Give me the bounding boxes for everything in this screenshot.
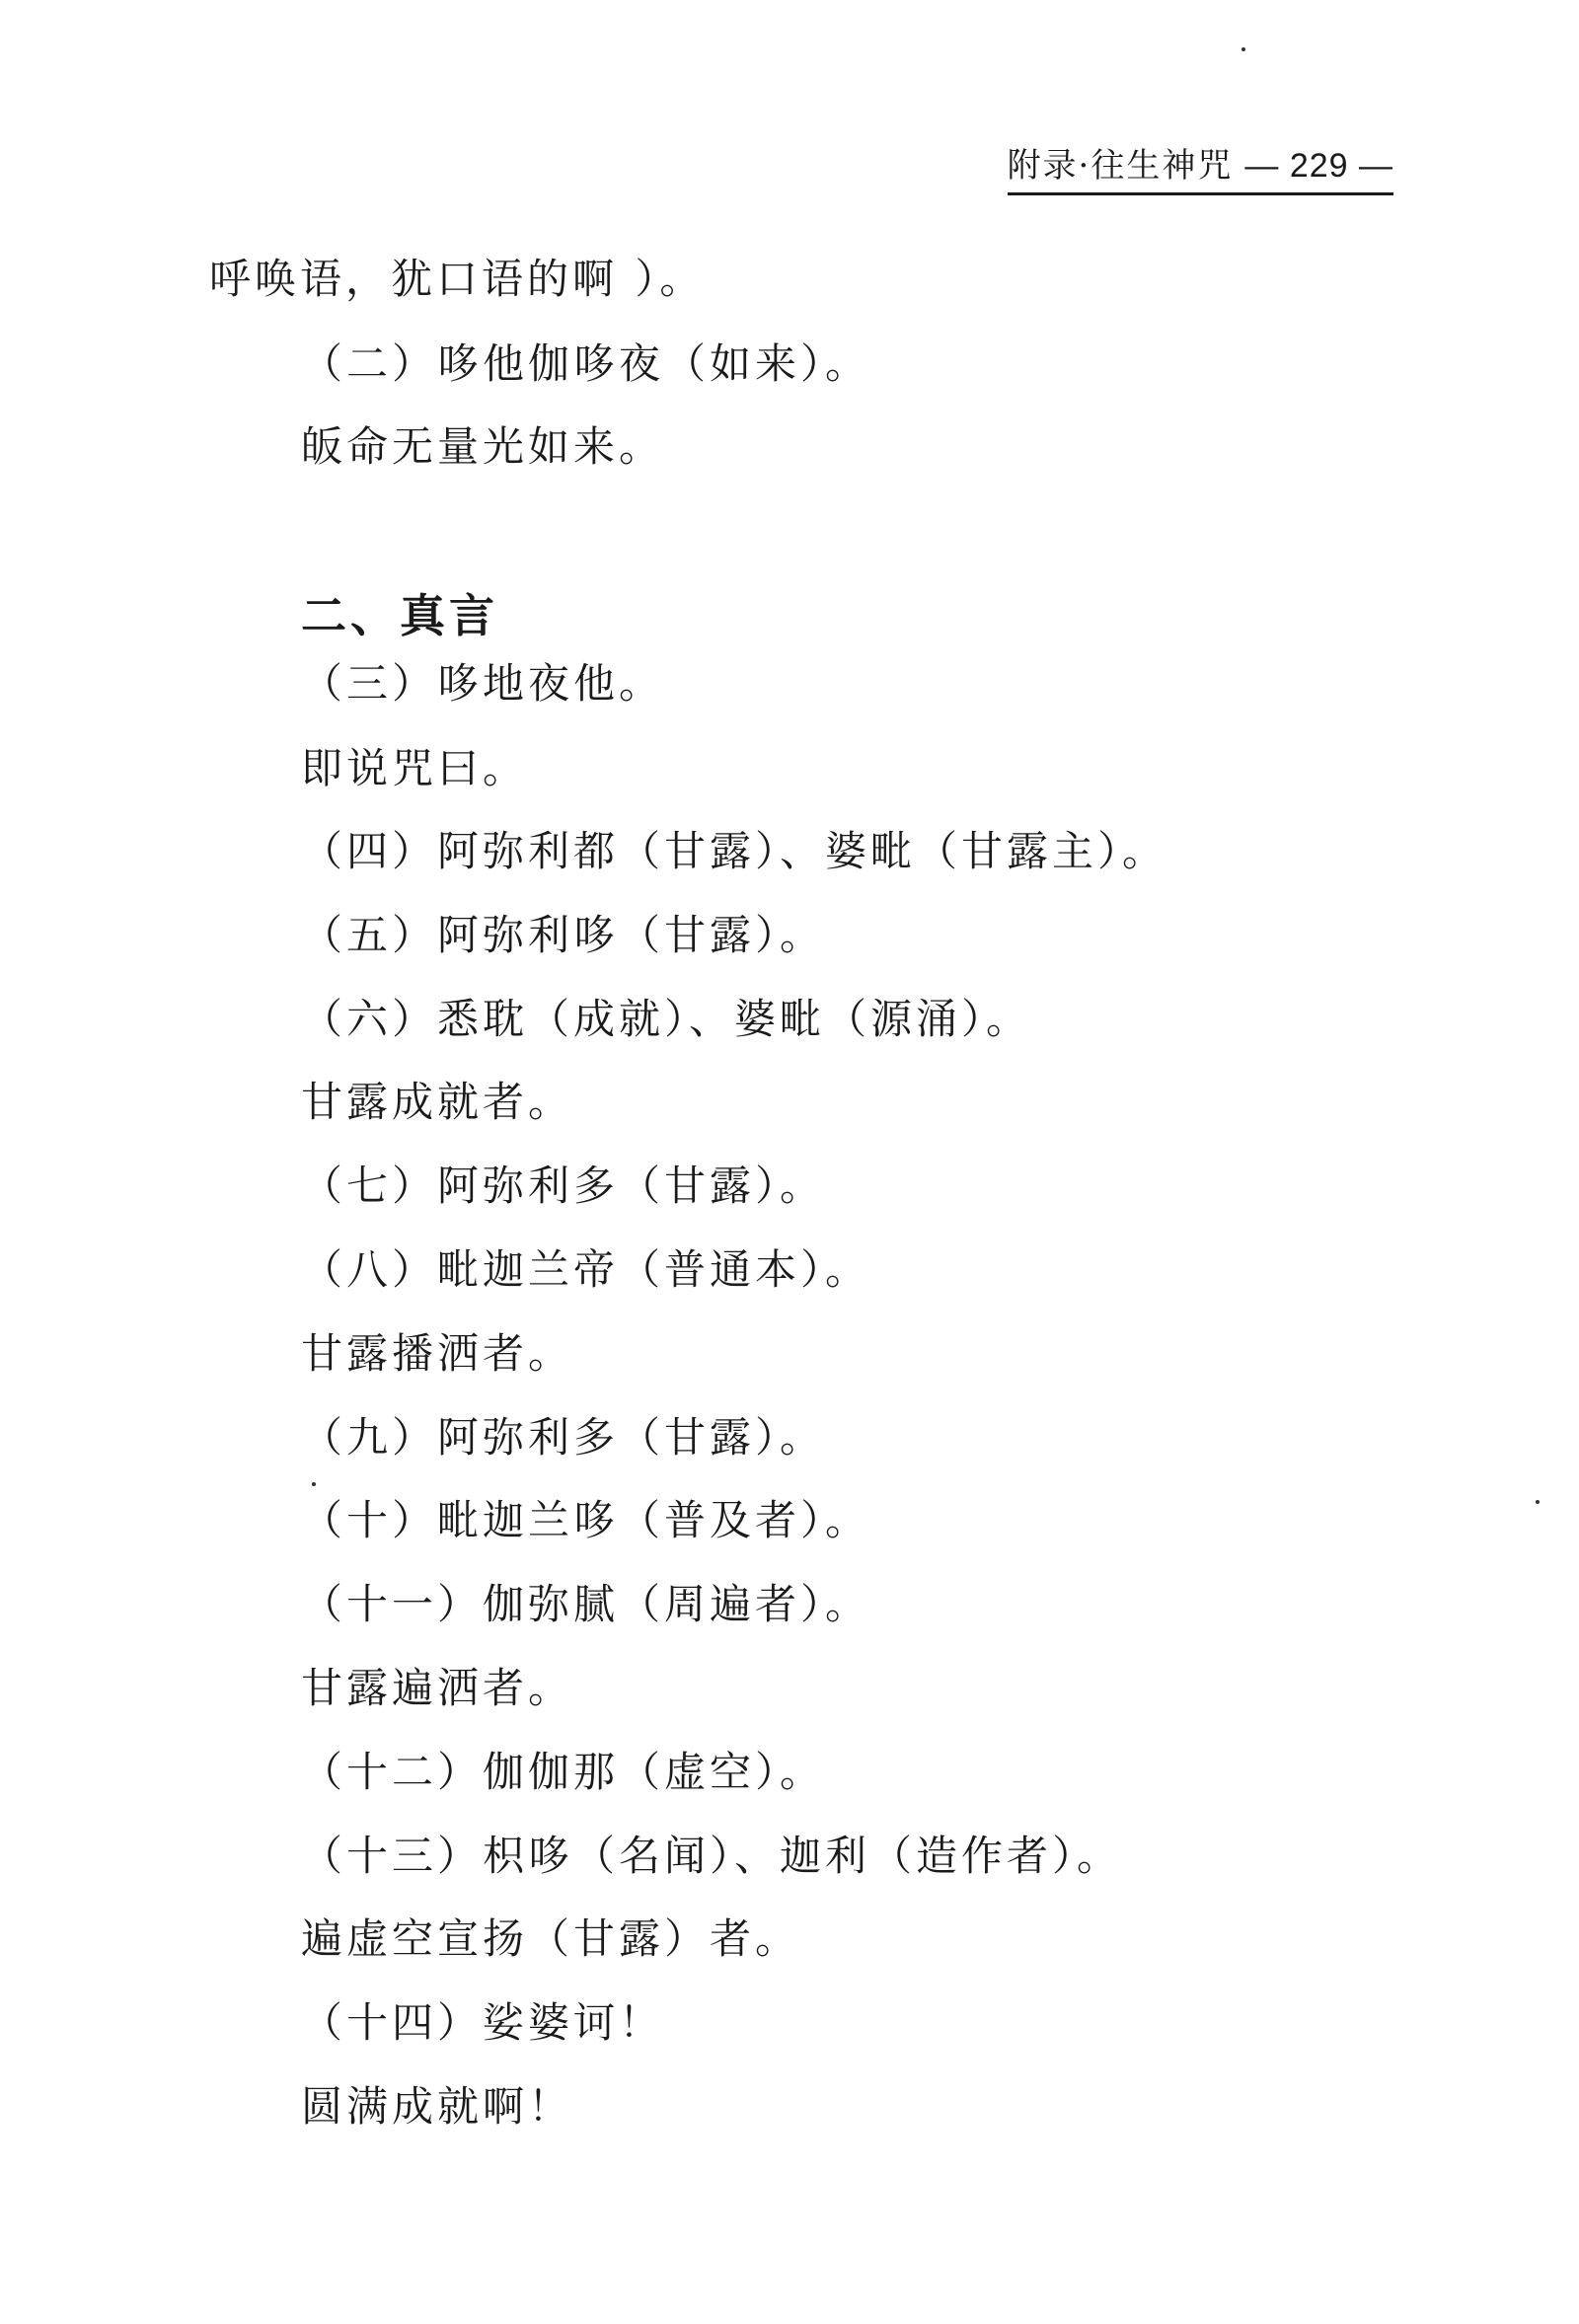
page-number: — 229 — bbox=[1244, 147, 1393, 185]
text-line: （二）哆他伽哆夜（如来）。 bbox=[301, 339, 871, 388]
running-header bbox=[1008, 138, 1393, 195]
text-line: 即说咒曰。 bbox=[301, 744, 529, 792]
text-line: （五）阿弥利哆（甘露）。 bbox=[301, 911, 826, 959]
text-line: 甘露播洒者。 bbox=[301, 1329, 574, 1378]
text-line: （八）毗迦兰帝（普通本）。 bbox=[301, 1245, 871, 1294]
text-line: （四）阿弥利都（甘露）、婆毗（甘露主）。 bbox=[301, 827, 1168, 875]
text-line: 甘露遍洒者。 bbox=[301, 1664, 574, 1712]
text-line: 呼唤语，犹口语的啊 ）。 bbox=[209, 255, 706, 303]
text-line: 甘露成就者。 bbox=[301, 1078, 574, 1126]
header-section-title: 附录·往生神咒 bbox=[1007, 146, 1234, 186]
text-line: （六）悉耽（成就）、婆毗（源涌）。 bbox=[301, 995, 1032, 1043]
scan-speck bbox=[1241, 47, 1245, 51]
text-line: （十二）伽伽那（虚空）。 bbox=[301, 1748, 826, 1796]
text-line: （十一）伽弥腻（周遍者）。 bbox=[301, 1580, 871, 1628]
text-line: （九）阿弥利多（甘露）。 bbox=[301, 1413, 826, 1462]
text-line: 圆满成就啊！ bbox=[301, 2082, 574, 2131]
text-line: 遍虚空宣扬（甘露）者。 bbox=[301, 1914, 801, 1963]
text-line: （十四）娑婆诃！ bbox=[301, 1998, 665, 2047]
text-line: （十）毗迦兰哆（普及者）。 bbox=[301, 1496, 871, 1544]
section-heading: 二、真言 bbox=[301, 589, 498, 642]
scan-speck bbox=[312, 1482, 316, 1486]
text-line: 皈命无量光如来。 bbox=[301, 422, 665, 471]
scan-speck bbox=[1536, 1500, 1540, 1504]
text-line: （三）哆地夜他。 bbox=[301, 659, 665, 708]
text-line: （十三）枳哆（名闻）、迦利（造作者）。 bbox=[301, 1832, 1123, 1880]
text-line: （七）阿弥利多（甘露）。 bbox=[301, 1162, 826, 1210]
